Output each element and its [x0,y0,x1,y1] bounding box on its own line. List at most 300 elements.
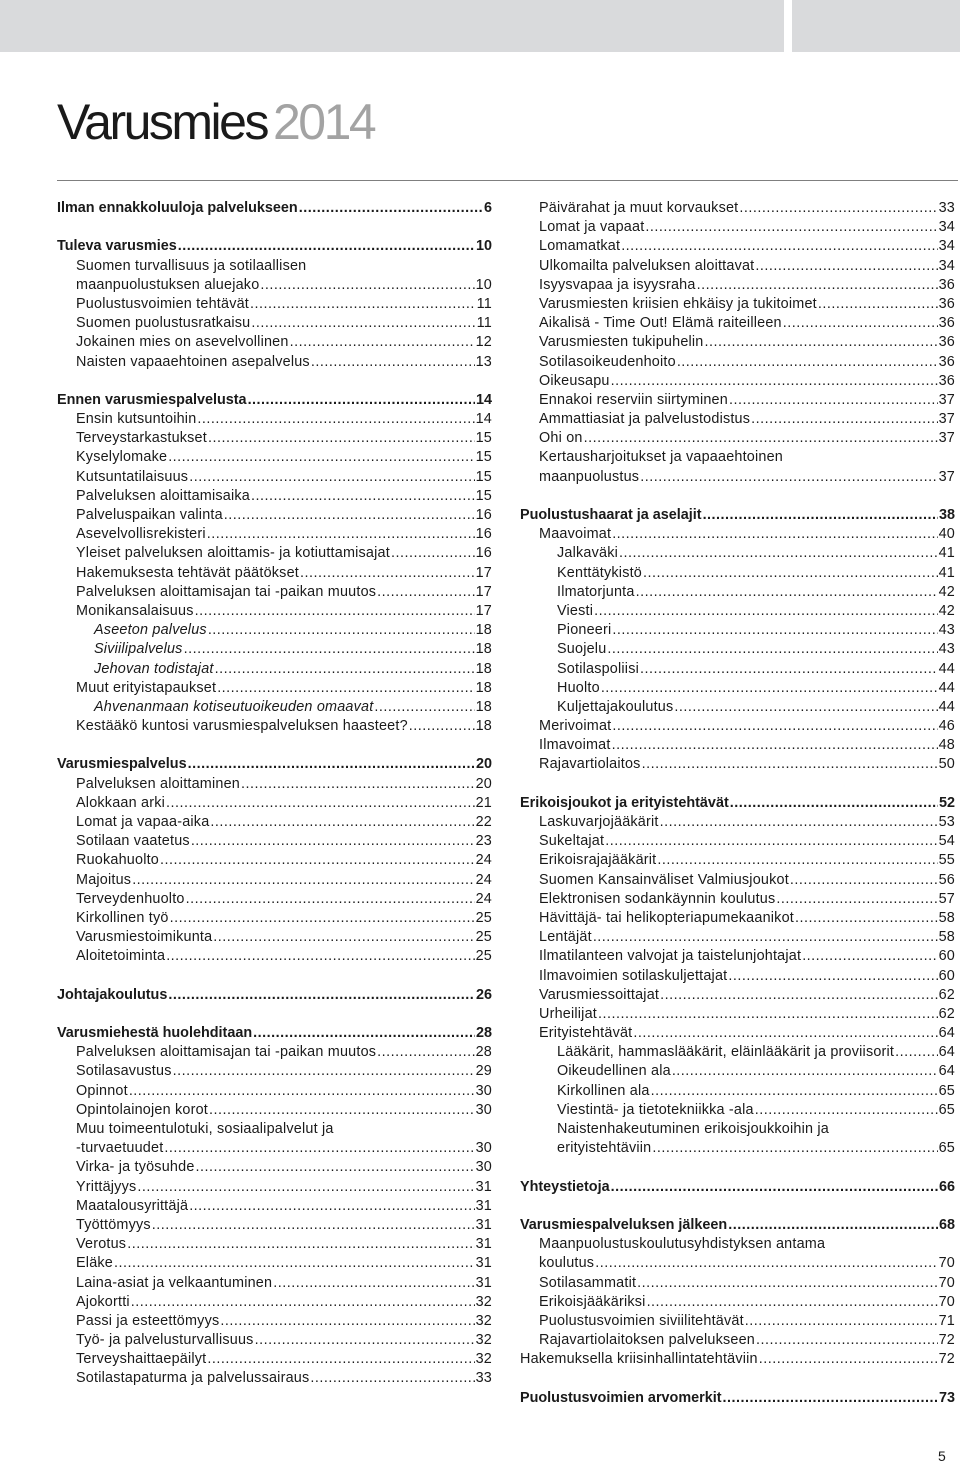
toc-page-number: 34 [938,219,955,236]
toc-entry [57,276,492,295]
toc-dot-leader [189,468,474,487]
toc-dot-leader [657,851,937,870]
toc-dot-leader [612,717,937,736]
toc-dot-leader [640,660,938,679]
toc-dot-leader [611,372,938,391]
toc-entry-label: Kirkollinen työ [76,909,169,926]
toc-dot-leader [208,621,475,640]
toc-entry-label: Yhteystietoja [520,1178,610,1195]
toc-entry-label: Kenttätykistö [557,564,642,581]
toc-spacer [57,967,492,986]
toc-entry-label: Asevelvollisrekisteri [76,526,206,543]
toc-entry-label: Rajavartiolaitos [539,756,641,773]
toc-entry [57,487,492,506]
toc-section-heading [57,199,492,218]
toc-dot-leader [790,871,938,890]
toc-entry [520,890,955,909]
toc-entry-label: Maatalousyrittäjä [76,1197,189,1214]
toc-page-number: 70 [938,1255,955,1272]
toc-column-right [520,199,955,1408]
toc-section-heading [520,506,955,525]
toc-entry-label: Varusmiehestä huolehditaan [57,1025,253,1042]
toc-dot-leader [723,1389,938,1408]
toc-entry [57,1312,492,1331]
toc-entry [520,928,955,947]
toc-entry [57,813,492,832]
toc-dot-leader [184,640,475,659]
toc-dot-leader [377,583,474,602]
toc-dot-leader [660,813,938,832]
toc-entry [57,468,492,487]
toc-dot-leader [374,698,474,717]
toc-dot-leader [745,1312,938,1331]
toc-page-number: 32 [475,1332,492,1349]
toc-page-number: 52 [938,794,955,811]
toc-page-number: 44 [938,660,955,677]
toc-entry-label: maanpuolustus [539,468,640,485]
toc-entry-label: Lomat ja vapaa-aika [76,814,210,830]
toc-dot-leader [612,736,938,755]
toc-page-number: 37 [938,468,955,485]
toc-entry-label: Merivoimat [539,718,612,735]
toc-page-number: 17 [475,564,492,581]
toc-entry-label: Ilmavoimien sotilaskuljettajat [539,967,728,984]
toc-entry-label: Työttömyys [76,1216,151,1233]
toc-entry [520,1120,955,1139]
toc-entry-label: Eläke [76,1255,113,1272]
toc-dot-leader [310,1369,474,1388]
toc-page-number: 56 [938,871,955,888]
toc-entry [57,794,492,813]
toc-dot-leader [633,1024,937,1043]
toc-page-number: 46 [938,718,955,735]
toc-entry-label: Rajavartiolaitoksen palvelukseen [539,1332,755,1349]
toc-dot-leader [253,1024,475,1043]
toc-page-number: 65 [938,1082,955,1099]
toc-page-number: 25 [475,929,492,946]
toc-page-number: 31 [475,1178,492,1195]
toc-entry [57,1216,492,1235]
toc-entry-label: Aikalisä - Time Out! Elämä raiteilleen [539,315,782,332]
toc-entry-label: Varusmiestoimikunta [76,929,213,946]
toc-page-number: 18 [475,698,492,715]
toc-spacer [57,1005,492,1024]
toc-entry [57,544,492,563]
toc-entry-label: Kirkollinen ala [557,1082,650,1099]
toc-entry [520,276,955,295]
toc-entry-label: Laskuvarjojääkärit [539,814,659,830]
toc-page-number: 60 [938,967,955,984]
toc-entry-label: Ohi on [539,430,583,447]
toc-entry-label: Isyysvapaa ja isyysraha [539,276,696,293]
toc-entry [520,199,955,218]
toc-entry [520,1062,955,1081]
toc-entry [57,679,492,698]
toc-dot-leader [795,909,938,928]
toc-entry-label: Ajokortti [76,1293,130,1310]
toc-entry [520,564,955,583]
toc-dot-leader [290,333,475,352]
toc-entry-label: Puolustushaarat ja aselajit [520,507,702,523]
toc-dot-leader [595,1254,937,1273]
toc-page-number: 22 [475,814,492,830]
toc-dot-leader [114,1254,475,1273]
toc-page-number: 16 [475,526,492,543]
toc-entry-label: Kertausharjoitukset ja vapaaehtoinen [539,449,784,466]
toc-dot-leader [730,794,938,813]
toc-page-number: 10 [475,238,492,255]
toc-dot-leader [802,947,937,966]
toc-entry [57,410,492,429]
toc-entry [520,832,955,851]
toc-entry [520,1293,955,1312]
toc-page-number: 20 [475,756,492,773]
toc-page-number: 68 [938,1216,955,1233]
toc-entry [57,1139,492,1158]
toc-dot-leader [220,1312,474,1331]
toc-page-number: 36 [938,353,955,370]
toc-column-left [57,199,492,1389]
toc-page-number: 13 [475,353,492,370]
title-divider [57,180,958,181]
toc-dot-leader [818,295,938,314]
toc-page-number: 36 [938,276,955,293]
toc-page-number: 15 [475,487,492,504]
toc-entry-label: Viesti [557,602,594,619]
toc-page-number: 31 [475,1236,492,1253]
toc-entry [520,544,955,563]
toc-dot-leader [196,1158,475,1177]
toc-dot-leader [166,947,474,966]
toc-dot-leader [209,1101,475,1120]
toc-entry [520,909,955,928]
toc-entry-label: Ammattiasiat ja palvelustodistus [539,411,751,428]
toc-entry-label: Kyselylomake [76,449,168,466]
toc-spacer [57,736,492,755]
toc-page-number: 25 [475,948,492,965]
toc-page-number: 44 [938,698,955,715]
toc-entry [57,717,492,736]
toc-page-number: 37 [938,411,955,428]
toc-page-number: 54 [938,833,955,850]
toc-dot-leader [241,775,475,794]
toc-entry-label: Aseeton palvelus [94,622,207,639]
toc-page-number: 48 [938,737,955,754]
toc-dot-leader [584,429,938,448]
toc-page-number: 70 [938,1274,955,1291]
toc-entry-label: Hävittäjä- tai helikopteriapumekaanikot [539,909,794,926]
toc-page-number: 62 [938,986,955,1003]
toc-entry-label: Erityistehtävät [539,1025,633,1042]
toc-entry-label: Ennen varusmiespalvelusta [57,391,247,408]
toc-dot-leader [178,237,475,256]
toc-entry-label: Muut erityistapaukset [76,679,217,696]
title-main: Varusmies [57,94,267,150]
toc-dot-leader [260,276,474,295]
toc-page-number: 26 [475,986,492,1003]
toc-dot-leader [132,871,474,890]
toc-section-heading [57,237,492,256]
toc-entry [57,602,492,621]
toc-entry [57,1293,492,1312]
toc-entry-label: Ahvenanmaan kotiseutuoikeuden omaavat [94,698,374,715]
toc-page-number: 57 [938,890,955,907]
toc-dot-leader [273,1274,474,1293]
toc-entry-label: Siviilipalvelus [94,641,183,658]
toc-dot-leader [677,353,938,372]
toc-dot-leader [173,1062,475,1081]
toc-page-number: 30 [475,1101,492,1118]
toc-entry-label: Hakemuksesta tehtävät päätökset [76,564,299,581]
toc-entry [57,871,492,890]
toc-dot-leader [191,832,475,851]
toc-entry-label: Varusmiesten kriisien ehkäisy ja tukitoimet [539,295,817,312]
toc-page-number: 10 [475,276,492,293]
toc-page-number: 38 [938,507,955,523]
toc-entry [57,1082,492,1101]
toc-entry-label: koulutus [539,1255,595,1272]
toc-entry-label: -turvaetuudet [76,1140,164,1157]
toc-entry [520,1005,955,1024]
toc-entry [57,890,492,909]
toc-entry [520,1331,955,1350]
toc-entry [520,295,955,314]
toc-section-heading [520,1216,955,1235]
toc-entry-label: Yleiset palveluksen aloittamis- ja kotiuttamisajat [76,545,390,562]
toc-page-number: 11 [476,295,492,312]
toc-dot-leader [377,1043,474,1062]
toc-section-heading [520,1389,955,1408]
toc-page-number: 53 [938,814,955,830]
toc-dot-leader [755,1101,938,1120]
toc-entry-label: Puolustusvoimien tehtävät [76,295,249,312]
toc-dot-leader [637,1274,937,1293]
toc-page-number: 30 [475,1140,492,1157]
toc-entry [57,1178,492,1197]
toc-page-number: 15 [475,468,492,485]
toc-spacer [520,775,955,794]
toc-entry-label: maanpuolustuksen aluejako [76,276,260,293]
toc-dot-leader [186,890,475,909]
toc-dot-leader [189,1197,474,1216]
toc-entry-label: Suojelu [557,641,607,658]
toc-page-number: 30 [475,1082,492,1099]
toc-page-number: 31 [475,1197,492,1214]
toc-entry-label: Alokkaan arki [76,794,165,811]
toc-entry [57,851,492,870]
toc-entry [57,775,492,794]
toc-entry [520,717,955,736]
toc-entry-label: Passi ja esteettömyys [76,1312,220,1329]
toc-page-number: 21 [475,794,492,811]
toc-entry [57,909,492,928]
toc-entry-label: Kutsuntatilaisuus [76,468,189,485]
page-title [57,92,374,152]
toc-entry-label: Oikeusapu [539,372,610,389]
toc-entry-label: Puolustusvoimien arvomerkit [520,1389,722,1406]
toc-dot-leader [611,1178,938,1197]
toc-entry-label: Ruokahuolto [76,852,160,869]
toc-entry-label: Palveluspaikan valinta [76,507,223,523]
toc-entry-label: Työ- ja palvelusturvallisuus [76,1332,254,1349]
toc-entry-label: Terveystarkastukset [76,430,207,447]
toc-entry-label: Palveluksen aloittamisaika [76,487,250,504]
toc-page-number: 24 [475,852,492,869]
toc-entry [57,1101,492,1120]
toc-dot-leader [739,199,937,218]
toc-entry-label: Oikeudellinen ala [557,1063,671,1080]
toc-dot-leader [728,1216,938,1235]
toc-spacer [520,1158,955,1177]
toc-dot-leader [224,506,475,525]
toc-entry [57,333,492,352]
toc-dot-leader [728,967,937,986]
toc-entry-label: Lomamatkat [539,238,621,255]
toc-entry-label: Suomen puolustusratkaisu [76,315,251,332]
toc-entry [57,947,492,966]
toc-entry-label: Huolto [557,679,600,696]
toc-page-number: 42 [938,583,955,600]
toc-entry [57,1197,492,1216]
toc-page-number: 62 [938,1005,955,1022]
toc-entry-label: Ilmavoimat [539,737,611,754]
toc-entry [520,314,955,333]
toc-dot-leader [250,295,476,314]
toc-page-number: 28 [475,1044,492,1061]
toc-entry [57,660,492,679]
toc-page-number: 34 [938,257,955,274]
toc-dot-leader [729,391,938,410]
toc-entry-label: Maanpuolustuskoulutusyhdistyksen antama [539,1236,826,1253]
toc-dot-leader [674,698,937,717]
toc-page-number: 18 [475,660,492,677]
toc-entry [520,871,955,890]
toc-page-number: 18 [475,641,492,658]
toc-page-number: 41 [938,545,955,562]
toc-page-number: 31 [475,1255,492,1272]
toc-dot-leader [197,410,474,429]
toc-entry [520,525,955,544]
toc-entry [520,851,955,870]
toc-dot-leader [759,1350,938,1369]
toc-entry [520,813,955,832]
toc-entry [520,986,955,1005]
toc-dot-leader [152,1216,475,1235]
toc-dot-leader [166,794,475,813]
toc-entry-label: erityistehtäviin [557,1140,652,1157]
toc-section-heading [57,755,492,774]
toc-page-number: 58 [938,909,955,926]
toc-entry-label: Ilman ennakkoluuloja palvelukseen [57,200,298,216]
toc-entry [57,564,492,583]
toc-page-number: 64 [938,1063,955,1080]
toc-entry [57,257,492,276]
toc-entry-label: Suomen turvallisuus ja sotilaallisen [76,257,307,274]
toc-page-number: 33 [938,200,955,216]
toc-entry [57,1062,492,1081]
toc-page-number: 58 [938,929,955,946]
toc-entry-label: Terveyshaittaepäilyt [76,1351,207,1368]
toc-dot-leader [652,1139,937,1158]
toc-page-number: 42 [938,602,955,619]
toc-entry-label: Ilmatorjunta [557,583,635,600]
toc-dot-leader [311,353,475,372]
toc-entry-label: Jalkaväki [557,545,618,562]
toc-entry-label: Ennakoi reserviin siirtyminen [539,391,728,408]
toc-dot-leader [783,314,938,333]
toc-page-number: 64 [938,1025,955,1042]
toc-page-number: 66 [938,1178,955,1195]
toc-page-number: 71 [938,1312,955,1329]
toc-dot-leader [409,717,475,736]
toc-dot-leader [703,506,938,525]
toc-entry-label: Jehovan todistajat [94,660,214,677]
toc-dot-leader [895,1043,937,1062]
toc-entry-label: Opinnot [76,1082,128,1099]
toc-entry-label: Suomen Kansainväliset Valmiusjoukot [539,871,789,888]
toc-entry [520,640,955,659]
toc-page-number: 40 [938,526,955,543]
toc-entry [520,602,955,621]
toc-entry-label: Sotilasammatit [539,1274,637,1291]
toc-dot-leader [300,564,475,583]
toc-entry [520,698,955,717]
toc-entry [57,1235,492,1254]
toc-entry [520,372,955,391]
toc-dot-leader [213,928,474,947]
toc-page-number: 25 [475,909,492,926]
toc-entry [520,1235,955,1254]
page-number: 5 [938,1448,946,1464]
toc-page-number: 16 [475,545,492,562]
toc-dot-leader [756,1331,938,1350]
toc-entry [57,621,492,640]
toc-entry [520,736,955,755]
toc-entry-label: Sukeltajat [539,833,605,850]
toc-dot-leader [751,410,937,429]
toc-page-number: 43 [938,641,955,658]
toc-entry [520,1139,955,1158]
toc-entry-label: Verotus [76,1236,127,1253]
toc-entry [520,237,955,256]
toc-dot-leader [160,851,475,870]
toc-entry [520,410,955,429]
toc-page-number: 30 [475,1159,492,1176]
toc-page-number: 36 [938,315,955,332]
toc-entry [520,429,955,448]
toc-page-number: 15 [475,430,492,447]
toc-entry [57,448,492,467]
toc-dot-leader [605,832,937,851]
toc-entry [57,429,492,448]
toc-entry-label: Palveluksen aloittamisajan tai -paikan muutos [76,583,377,600]
toc-entry-label: Elektronisen sodankäynnin koulutus [539,890,776,907]
toc-page-number: 31 [475,1274,492,1291]
toc-page-number: 65 [938,1140,955,1157]
toc-entry-label: Lomat ja vapaat [539,219,645,236]
toc-dot-leader [164,1139,474,1158]
header-band-arrow [733,0,784,52]
toc-page-number: 31 [475,1216,492,1233]
toc-dot-leader [643,564,938,583]
toc-entry-label: Palveluksen aloittamisajan tai -paikan muutos [76,1044,377,1061]
toc-entry-label: Urheilijat [539,1005,597,1022]
toc-entry [57,698,492,717]
toc-dot-leader [207,525,475,544]
toc-page-number: 65 [938,1101,955,1118]
toc-entry [57,640,492,659]
toc-entry [520,1024,955,1043]
